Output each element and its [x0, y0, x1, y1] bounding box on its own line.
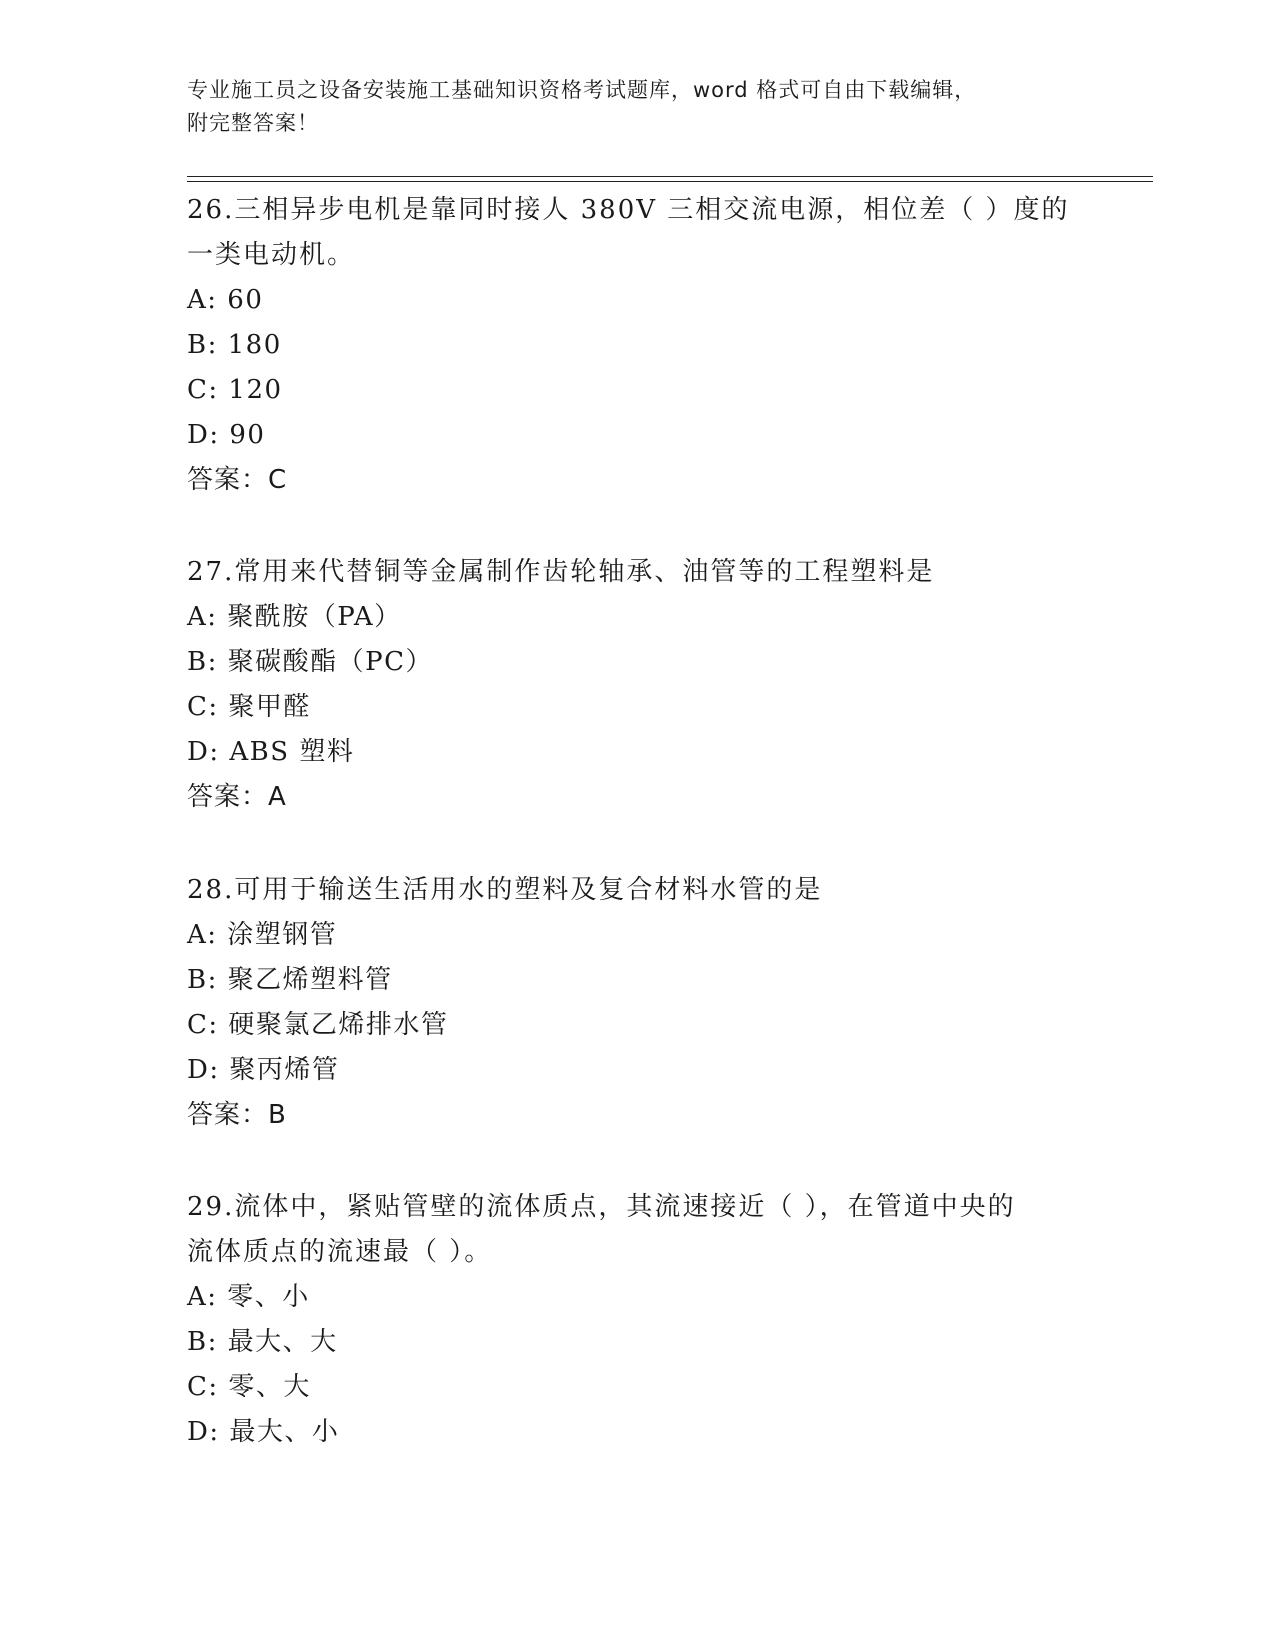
- question-stem-line: 29.流体中，紧贴管壁的流体质点，其流速接近（ ），在管道中央的: [187, 1192, 1016, 1222]
- option-d: D: 90: [187, 420, 266, 450]
- option-c: C: 硬聚氯乙烯排水管: [187, 1010, 449, 1040]
- document-header: [187, 74, 1067, 140]
- question-stem-line: 27.常用来代替铜等金属制作齿轮轴承、油管等的工程塑料是: [187, 557, 935, 587]
- option-b: B: 180: [187, 330, 282, 360]
- option-d: D: ABS 塑料: [187, 737, 355, 767]
- option-c: C: 聚甲醛: [187, 692, 311, 722]
- answer-text: 答案：B: [187, 1100, 287, 1130]
- option-c: C: 零、大: [187, 1372, 311, 1402]
- answer-text: 答案：A: [187, 782, 287, 812]
- question-27: [187, 550, 1087, 819]
- question-stem-line: 28.可用于输送生活用水的塑料及复合材料水管的是: [187, 875, 823, 905]
- question-stem-line: 流体质点的流速最（ ）。: [187, 1237, 493, 1267]
- option-b: B: 最大、大: [187, 1327, 338, 1357]
- option-a: A: 零、小: [187, 1282, 310, 1312]
- header-divider-top: [187, 176, 1153, 177]
- option-b: B: 聚碳酸酯（PC）: [187, 647, 434, 677]
- option-a: A: 60: [187, 285, 264, 315]
- option-a: A: 涂塑钢管: [187, 920, 338, 950]
- header-line-1: 专业施工员之设备安装施工基础知识资格考试题库，word 格式可自由下载编辑，: [187, 78, 977, 102]
- option-d: D: 聚丙烯管: [187, 1055, 340, 1085]
- option-b: B: 聚乙烯塑料管: [187, 965, 393, 995]
- option-d: D: 最大、小: [187, 1417, 340, 1447]
- question-29: [187, 1185, 1087, 1455]
- answer-text: 答案：C: [187, 465, 288, 495]
- header-line-2: 附完整答案！: [187, 111, 319, 135]
- header-divider-bottom: [187, 181, 1153, 182]
- question-stem-line: 26.三相异步电机是靠同时接人 380V 三相交流电源，相位差（ ）度的: [187, 195, 1070, 225]
- question-26: [187, 188, 1087, 502]
- question-stem-line: 一类电动机。: [187, 240, 356, 270]
- option-c: C: 120: [187, 375, 283, 405]
- question-28: [187, 868, 1087, 1137]
- option-a: A: 聚酰胺（PA）: [187, 602, 402, 632]
